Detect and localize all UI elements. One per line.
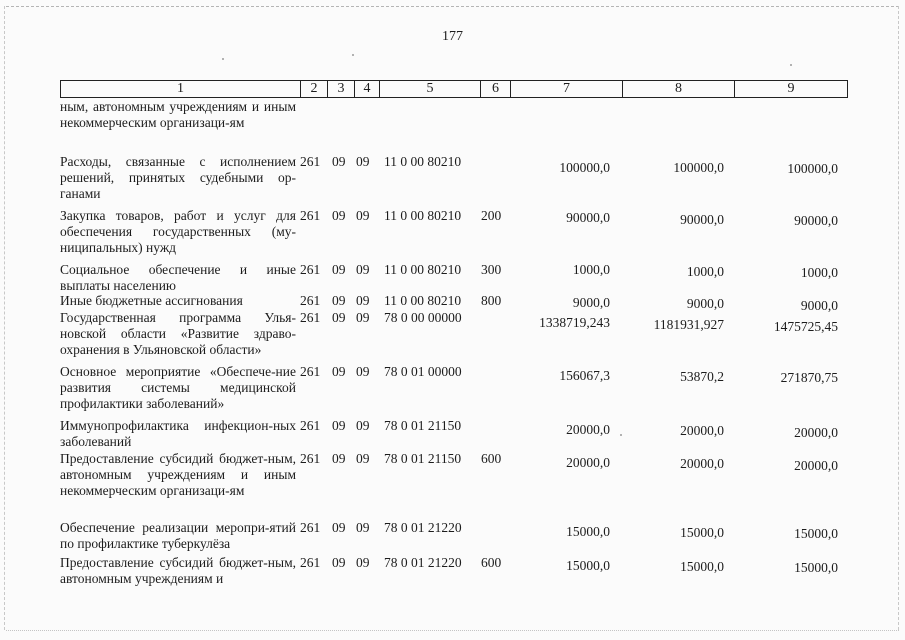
- header-cell-9: 9: [787, 81, 795, 96]
- cell-subsection: 09: [356, 418, 370, 433]
- cell-section: 09: [332, 293, 346, 308]
- cell-subsection: 09: [356, 310, 370, 325]
- header-cell-7: 7: [511, 81, 623, 97]
- cell-subsection: 09: [356, 520, 370, 535]
- cell-admin-code: 261: [300, 310, 321, 325]
- cell-target-article: 78 0 01 21150: [384, 418, 462, 433]
- cell-admin-code: 261: [300, 451, 321, 466]
- row-description: Иные бюджетные ассигнования: [60, 293, 243, 308]
- cell-amount-col7: 9000,0: [572, 295, 610, 310]
- cell-amount-col8: 53870,2: [680, 369, 724, 384]
- cell-admin-code: 261: [300, 555, 321, 570]
- cell-amount-col7: 90000,0: [566, 210, 610, 225]
- cell-amount-col9: 15000,0: [794, 526, 838, 541]
- header-cell-3: 3: [328, 81, 355, 97]
- cell-amount-col7: 1000,0: [572, 262, 610, 277]
- row-description: Предоставление субсидий бюджет-ным, автономным учреждениям и иным некоммерческим организаци-ям: [60, 451, 296, 499]
- cell-subsection: 09: [356, 555, 370, 570]
- cell-amount-col8: 1000,0: [686, 264, 724, 279]
- scan-border-top: [6, 6, 899, 7]
- cell-subsection: 09: [356, 293, 370, 308]
- row-description: Закупка товаров, работ и услуг для обеспечения государственных (му-ниципальных) нужд: [60, 208, 296, 256]
- cell-section: 09: [332, 310, 346, 325]
- cell-section: 09: [332, 262, 346, 277]
- cell-expense-type: 300: [481, 262, 502, 277]
- cell-subsection: 09: [356, 208, 370, 223]
- header-cell-5: 5: [380, 81, 481, 97]
- cell-target-article: 78 0 01 00000: [384, 364, 462, 379]
- cell-target-article: 78 0 00 00000: [384, 310, 462, 325]
- cell-amount-col9: 20000,0: [794, 425, 838, 440]
- cell-amount-col7: 100000,0: [559, 160, 610, 175]
- cell-amount-col7: 15000,0: [566, 524, 610, 539]
- cell-subsection: 09: [356, 364, 370, 379]
- cell-section: 09: [332, 208, 346, 223]
- cell-amount-col7: 15000,0: [566, 558, 610, 573]
- row-description: Предоставление субсидий бюджет-ным, автономным учреждениям и: [60, 555, 296, 587]
- cell-expense-type: 600: [481, 451, 502, 466]
- row-description: Государственная программа Улья-новской области «Развитие здраво-охранения в Ульяновской области»: [60, 310, 296, 358]
- cell-target-article: 11 0 00 80210: [384, 208, 462, 223]
- cell-admin-code: 261: [300, 154, 321, 169]
- cell-amount-col8: 20000,0: [680, 423, 724, 438]
- cell-amount-col9: 9000,0: [800, 298, 838, 313]
- scan-speck: [222, 58, 224, 60]
- cell-admin-code: 261: [300, 293, 321, 308]
- cell-amount-col9: 15000,0: [794, 560, 838, 575]
- scan-border-left: [4, 6, 5, 630]
- cell-subsection: 09: [356, 154, 370, 169]
- cell-target-article: 11 0 00 80210: [384, 154, 462, 169]
- scan-border-bottom: [6, 630, 899, 631]
- cell-amount-col8: 1181931,927: [653, 317, 724, 332]
- cell-target-article: 78 0 01 21150: [384, 451, 462, 466]
- row-description: Обеспечение реализации меропри-ятий по профилактике туберкулёза: [60, 520, 296, 552]
- cell-section: 09: [332, 364, 346, 379]
- cell-target-article: 78 0 01 21220: [384, 520, 462, 535]
- cell-admin-code: 261: [300, 520, 321, 535]
- cell-section: 09: [332, 555, 346, 570]
- cell-amount-col8: 15000,0: [680, 525, 724, 540]
- cell-expense-type: 600: [481, 555, 502, 570]
- cell-section: 09: [332, 154, 346, 169]
- cell-admin-code: 261: [300, 418, 321, 433]
- cell-amount-col8: 90000,0: [680, 212, 724, 227]
- header-cell-4: 4: [355, 81, 380, 97]
- row-description: Иммунопрофилактика инфекцион-ных заболеваний: [60, 418, 296, 450]
- cell-amount-col9: 1000,0: [800, 265, 838, 280]
- scan-border-right: [898, 6, 899, 630]
- cell-target-article: 11 0 00 80210: [384, 293, 462, 308]
- header-cell-6: 6: [481, 81, 511, 97]
- scan-speck: [790, 64, 792, 66]
- cell-expense-type: 200: [481, 208, 502, 223]
- cell-amount-col7: 1338719,243: [539, 315, 610, 330]
- scan-speck: [352, 54, 354, 56]
- cell-admin-code: 261: [300, 262, 321, 277]
- cell-expense-type: 800: [481, 293, 502, 308]
- header-cell-1: 1: [61, 81, 301, 97]
- cell-amount-col7: 20000,0: [566, 455, 610, 470]
- cell-subsection: 09: [356, 451, 370, 466]
- cell-amount-col8: 15000,0: [680, 559, 724, 574]
- cell-amount-col8: 100000,0: [673, 160, 724, 175]
- cell-amount-col9: 90000,0: [794, 213, 838, 228]
- cell-amount-col9: 100000,0: [787, 161, 838, 176]
- cell-amount-col7: 20000,0: [566, 422, 610, 437]
- table-header-row: [60, 80, 848, 98]
- cell-target-article: 78 0 01 21220: [384, 555, 462, 570]
- header-cell-8: 8: [623, 81, 735, 97]
- cell-amount-col9: 271870,75: [780, 370, 838, 385]
- row-description: ным, автономным учреждениям и иным некоммерческим организаци-ям: [60, 99, 296, 131]
- scan-speck: [620, 434, 622, 436]
- cell-amount-col9: 1475725,45: [773, 319, 838, 334]
- cell-amount-col8: 9000,0: [686, 296, 724, 311]
- cell-amount-col7: 156067,3: [559, 368, 610, 383]
- cell-amount-col9: 20000,0: [794, 458, 838, 473]
- cell-section: 09: [332, 451, 346, 466]
- cell-admin-code: 261: [300, 208, 321, 223]
- cell-section: 09: [332, 418, 346, 433]
- cell-amount-col8: 20000,0: [680, 456, 724, 471]
- row-description: Основное мероприятие «Обеспече-ние развития системы медицинской профилактики заболеваний»: [60, 364, 296, 412]
- cell-admin-code: 261: [300, 364, 321, 379]
- cell-subsection: 09: [356, 262, 370, 277]
- cell-section: 09: [332, 520, 346, 535]
- cell-target-article: 11 0 00 80210: [384, 262, 462, 277]
- row-description: Социальное обеспечение и иные выплаты населению: [60, 262, 296, 294]
- header-cell-2: 2: [301, 81, 328, 97]
- page-number: 177: [442, 29, 463, 44]
- row-description: Расходы, связанные с исполнением решений, принятых судебными ор-ганами: [60, 154, 296, 202]
